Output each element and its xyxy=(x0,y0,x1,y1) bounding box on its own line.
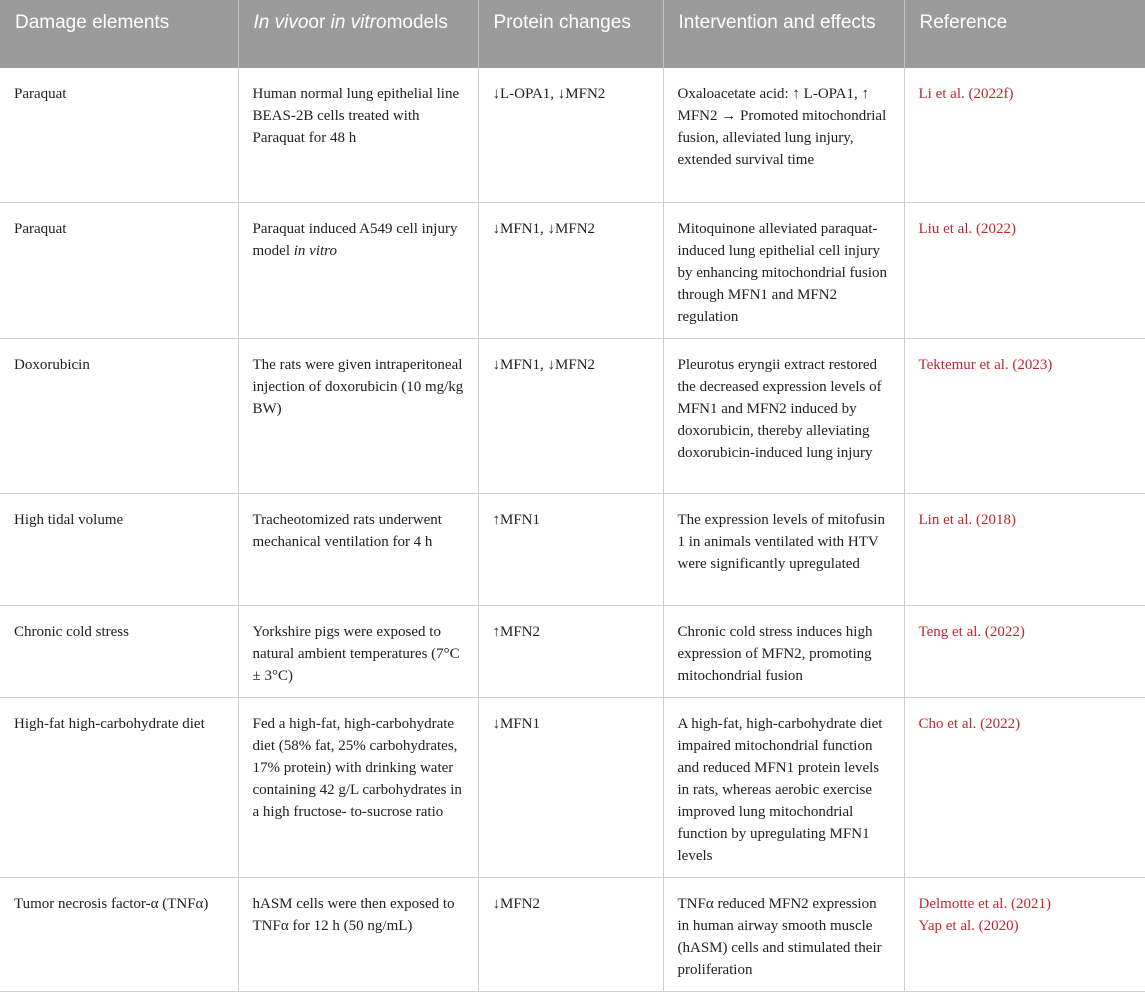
cell-model-text: Tracheotomized rats underwent mechanical ventilation for 4 h xyxy=(252,511,442,550)
cell-intervention: TNFα reduced MFN2 expression in human airway smooth muscle (hASM) cells and stimulated their proliferation xyxy=(663,877,904,991)
cell-intervention: Mitoquinone alleviated paraquat-induced lung epithelial cell injury by enhancing mitochondrial fusion through MFN1 and MFN2 regulation xyxy=(663,202,904,338)
cell-protein-changes: ↓MFN1, ↓MFN2 xyxy=(478,202,663,338)
table-row xyxy=(0,697,1145,877)
cell-intervention: A high-fat, high-carbohydrate diet impaired mitochondrial function and reduced MFN1 protein levels in rats, whereas aerobic exercise improved lung mitochondrial function by upregulating MFN1 levels xyxy=(663,697,904,877)
cell-reference xyxy=(904,338,1145,493)
cell-protein-changes: ↓MFN1 xyxy=(478,697,663,877)
header-protein-changes: Protein changes xyxy=(478,0,663,68)
header-models xyxy=(238,0,478,68)
cell-damage-element: Paraquat xyxy=(0,68,238,202)
reference-link[interactable]: Li et al. (2022f) xyxy=(918,86,1014,102)
cell-model xyxy=(238,338,478,493)
cell-protein-changes: ↑MFN2 xyxy=(478,605,663,697)
reference-link[interactable]: Tektemur et al. (2023) xyxy=(918,356,1053,373)
header-models-plain-1: or xyxy=(308,12,331,33)
cell-intervention: The expression levels of mitofusin 1 in animals ventilated with HTV were significantly upregulated xyxy=(663,493,904,605)
reference-link[interactable]: Delmotte et al. (2021) xyxy=(918,895,1051,912)
reference-link[interactable]: Teng et al. (2022) xyxy=(918,623,1025,640)
cell-reference xyxy=(904,202,1145,338)
cell-damage-element: Doxorubicin xyxy=(0,338,238,493)
cell-protein-changes: ↑MFN1 xyxy=(478,493,663,605)
cell-damage-element: High tidal volume xyxy=(0,493,238,605)
cell-model xyxy=(238,877,478,991)
cell-model-text: Yorkshire pigs were exposed to natural ambient temperatures (7°C ± 3°C) xyxy=(252,623,460,684)
cell-intervention: Chronic cold stress induces high expression of MFN2, promoting mitochondrial fusion xyxy=(663,605,904,697)
cell-model-italic-text: in vitro xyxy=(293,242,337,259)
cell-reference xyxy=(904,697,1145,877)
header-row xyxy=(0,0,1145,68)
cell-model-text: Human normal lung epithelial line BEAS-2B cells treated with Paraquat for 48 h xyxy=(252,86,460,146)
table-header xyxy=(0,0,1145,68)
table-row xyxy=(0,202,1145,338)
cell-model xyxy=(238,68,478,202)
header-reference: Reference xyxy=(904,0,1145,68)
cell-model xyxy=(238,493,478,605)
cell-protein-changes: ↓MFN2 xyxy=(478,877,663,991)
cell-protein-changes: ↓L-OPA1, ↓MFN2 xyxy=(478,68,663,202)
reference-link[interactable]: Cho et al. (2022) xyxy=(918,715,1021,732)
table-row xyxy=(0,338,1145,493)
header-damage-elements: Damage elements xyxy=(0,0,238,68)
cell-model xyxy=(238,202,478,338)
header-models-plain-2: models xyxy=(386,12,448,33)
header-models-italic-2: in vitro xyxy=(330,12,387,33)
cell-reference xyxy=(904,493,1145,605)
cell-intervention: Oxaloacetate acid: ↑ L-OPA1, ↑ MFN2 → Promoted mitochondrial fusion, alleviated lung injury, extended survival time xyxy=(663,68,904,202)
reference-link[interactable]: Lin et al. (2018) xyxy=(918,511,1016,528)
cell-damage-element: Tumor necrosis factor-α (TNFα) xyxy=(0,877,238,991)
cell-model-text: Fed a high-fat, high-carbohydrate diet (58% fat, 25% carbohydrates, 17% protein) with drinking water containing 42 g/L carbohydrates in a high fructose- to-sucrose ratio xyxy=(252,715,462,820)
cell-damage-element: High-fat high-carbohydrate diet xyxy=(0,697,238,877)
table-row xyxy=(0,605,1145,697)
cell-reference xyxy=(904,68,1145,202)
cell-reference xyxy=(904,877,1145,991)
cell-damage-element: Paraquat xyxy=(0,202,238,338)
table-row xyxy=(0,493,1145,605)
reference-link[interactable]: Yap et al. (2020) xyxy=(918,917,1019,934)
reference-link[interactable]: Liu et al. (2022) xyxy=(918,220,1016,237)
header-intervention: Intervention and effects xyxy=(663,0,904,68)
cell-damage-element: Chronic cold stress xyxy=(0,605,238,697)
cell-model xyxy=(238,697,478,877)
cell-model xyxy=(238,605,478,697)
cell-model-text: The rats were given intraperitoneal injection of doxorubicin (10 mg/kg BW) xyxy=(252,356,464,417)
cell-model-text: Paraquat induced A549 cell injury model xyxy=(252,220,458,259)
cell-intervention: Pleurotus eryngii extract restored the decreased expression levels of MFN1 and MFN2 induced by doxorubicin, thereby alleviating doxorubicin-induced lung injury xyxy=(663,338,904,493)
header-models-italic-1: In vivo xyxy=(253,12,309,33)
cell-protein-changes: ↓MFN1, ↓MFN2 xyxy=(478,338,663,493)
table-row xyxy=(0,68,1145,202)
cell-reference xyxy=(904,605,1145,697)
table-body xyxy=(0,68,1145,991)
cell-model-text: hASM cells were then exposed to TNFα for 12 h (50 ng/mL) xyxy=(252,895,455,934)
table-row xyxy=(0,877,1145,991)
